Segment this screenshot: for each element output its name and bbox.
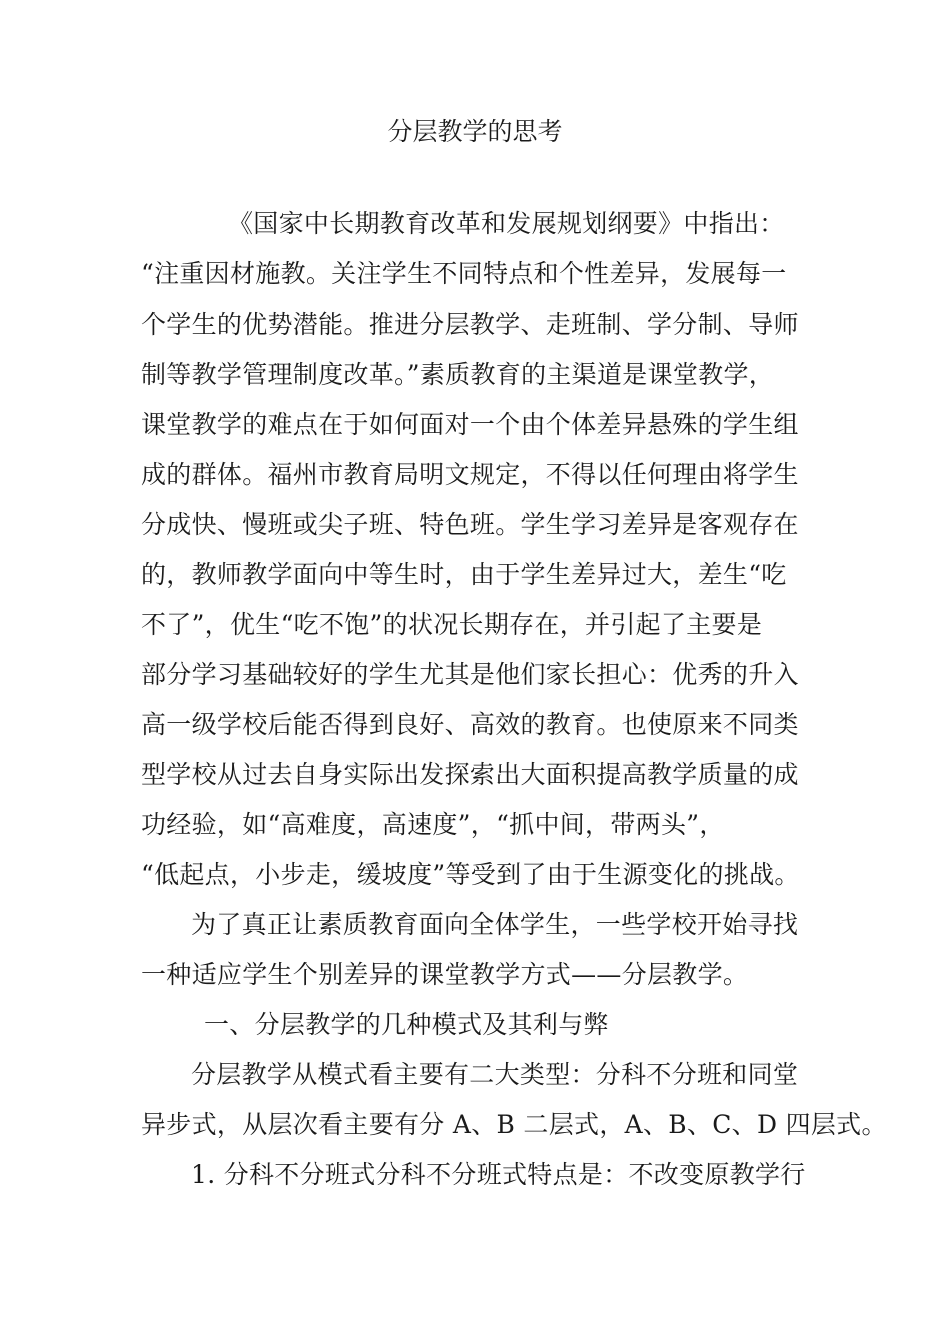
paragraph-line: 1. 分科不分班式分科不分班式特点是：不改变原教学行 (191, 1160, 806, 1189)
section-heading: 一、分层教学的几种模式及其利与弊 (204, 1010, 609, 1039)
paragraph-line: 一种适应学生个别差异的课堂教学方式——分层教学。 (141, 960, 749, 989)
paragraph-line: 为了真正让素质教育面向全体学生，一些学校开始寻找 (191, 910, 799, 939)
paragraph-line: 分成快、慢班或尖子班、特色班。学生学习差异是客观存在 (141, 510, 799, 539)
document-title: 分层教学的思考 (387, 117, 563, 146)
paragraph-line: 异步式，从层次看主要有分 A、B 二层式，A、B、C、D 四层式。 (141, 1110, 887, 1139)
paragraph-line: 不了”，优生“吃不饱”的状况长期存在，并引起了主要是 (141, 610, 763, 639)
paragraph-line: 高一级学校后能否得到良好、高效的教育。也使原来不同类 (141, 710, 799, 739)
paragraph-line: 《国家中长期教育改革和发展规划纲要》中指出： (228, 209, 785, 238)
paragraph-line: 成的群体。福州市教育局明文规定，不得以任何理由将学生 (141, 460, 799, 489)
paragraph-line: “注重因材施教。关注学生不同特点和个性差异，发展每一 (141, 259, 787, 288)
paragraph-line: “低起点，小步走，缓坡度”等受到了由于生源变化的挑战。 (141, 860, 800, 889)
paragraph-line: 制等教学管理制度改革。”素质教育的主渠道是课堂教学， (141, 360, 775, 389)
paragraph-line: 功经验，如“高难度，高速度”，“抓中间，带两头”， (141, 810, 725, 839)
paragraph-line: 课堂教学的难点在于如何面对一个由个体差异悬殊的学生组 (141, 410, 799, 439)
paragraph-line: 部分学习基础较好的学生尤其是他们家长担心：优秀的升入 (141, 660, 799, 689)
paragraph-line: 个学生的优势潜能。推进分层教学、走班制、学分制、导师 (141, 310, 799, 339)
paragraph-line: 分层教学从模式看主要有二大类型：分科不分班和同堂 (191, 1060, 799, 1089)
paragraph-line: 的，教师教学面向中等生时，由于学生差异过大，差生“吃 (141, 560, 787, 589)
paragraph-line: 型学校从过去自身实际出发探索出大面积提高教学质量的成 (141, 760, 799, 789)
